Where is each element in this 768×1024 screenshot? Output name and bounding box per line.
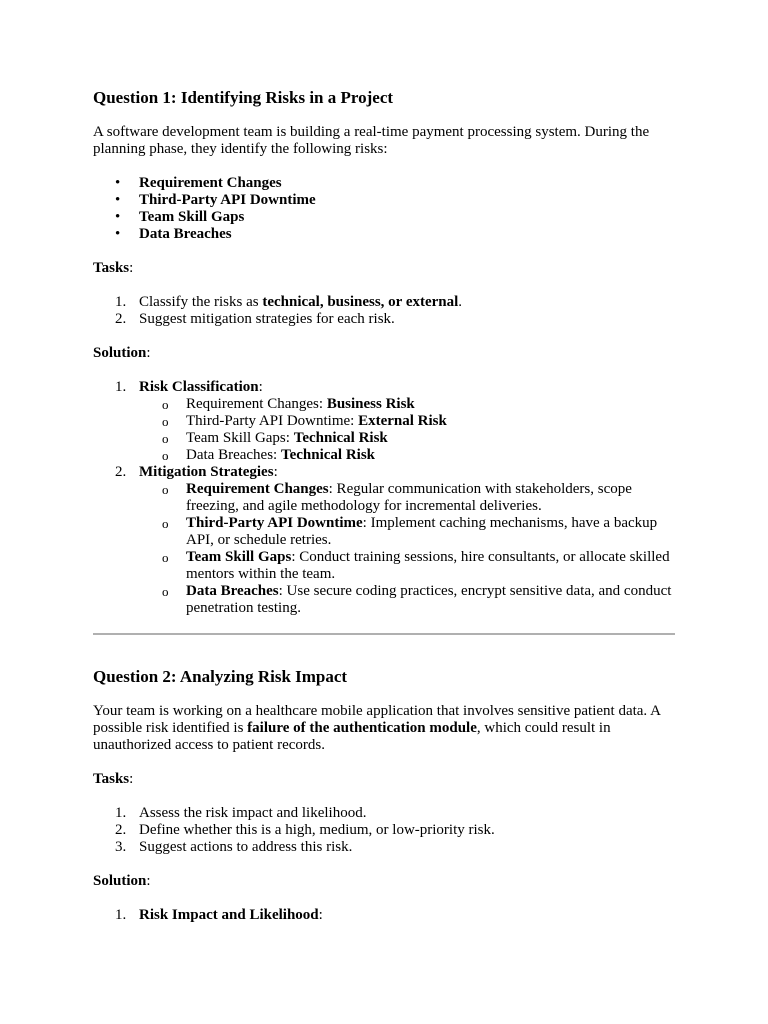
list-item: 1. Assess the risk impact and likelihood. — [115, 805, 367, 821]
list-item: o Team Skill Gaps: Conduct training sessions, hire consultants, or allocate skilled mentors within the team. — [162, 549, 670, 582]
bullet-marker: • — [115, 175, 121, 191]
question-1-title: Question 1: Identifying Risks in a Project — [93, 88, 394, 107]
classification-list — [139, 396, 678, 464]
list-item: 1. Risk Classification: o Requirement Changes: Business Risk o Third-Party API Downtime: External Risk o Team Skill Gaps: Technical Risk o Data Breaches: Technical Risk — [93, 379, 678, 464]
tasks-list — [93, 805, 678, 856]
list-item: o Requirement Changes: Regular communication with stakeholders, scope freezing, and agile methodology for incremental deliveries. — [162, 481, 632, 514]
list-item: 2. Define whether this is a high, medium, or low-priority risk. — [115, 822, 495, 838]
list-item: o Third-Party API Downtime: Implement caching mechanisms, have a backup API, or schedule retries. — [162, 515, 658, 548]
solution-heading: Solution: — [93, 345, 151, 361]
list-item: • Third-Party API Downtime — [115, 192, 316, 208]
question-2-title: Question 2: Analyzing Risk Impact — [93, 667, 348, 686]
list-item: o Third-Party API Downtime: External Risk — [162, 413, 447, 429]
bullet-marker: • — [115, 226, 121, 242]
solution-heading: Solution: — [93, 873, 151, 889]
question-1-intro: A software development team is building a real-time payment processing system. During the planning phase, they identify the following risks: — [93, 124, 650, 157]
tasks-heading: Tasks: — [93, 260, 134, 276]
list-item: o Data Breaches: Technical Risk — [162, 447, 376, 463]
mitigation-list — [139, 481, 678, 617]
list-item: 2. Mitigation Strategies: o Requirement Changes: Regular communication with stakeholders, scope freezing, and agile methodology for incremental deliveries. o Third-Party API Downtime: Implement caching mechanisms, have a backup API, or schedule retries. o Team Skill Gaps: Conduct training sessions, hire consultants, or allocate skilled mentors within the team. o Data Breaches: Use secure coding practices, encrypt sensitive data, and conduct penetration testing. — [93, 464, 678, 617]
solution-list — [93, 907, 678, 924]
list-item: o Data Breaches: Use secure coding practices, encrypt sensitive data, and conduct penetration testing. — [162, 583, 672, 616]
section-divider — [93, 633, 675, 635]
list-item: • Team Skill Gaps — [115, 209, 245, 225]
document-page — [93, 88, 678, 924]
question-2-intro: Your team is working on a healthcare mobile application that involves sensitive patient data. A possible risk identified is failure of the authentication module, which could result in unauthorized access to patient records. — [93, 703, 661, 753]
list-item: 2. Suggest mitigation strategies for each risk. — [115, 311, 395, 327]
solution-list — [93, 379, 678, 617]
bullet-marker: • — [115, 209, 121, 225]
list-item: 1. Classify the risks as technical, business, or external. — [115, 294, 463, 310]
list-item: o Team Skill Gaps: Technical Risk — [162, 430, 388, 446]
tasks-list — [93, 294, 678, 328]
tasks-heading: Tasks: — [93, 771, 134, 787]
list-item: o Requirement Changes: Business Risk — [162, 396, 415, 412]
list-item: • Data Breaches — [115, 226, 232, 242]
list-item: 3. Suggest actions to address this risk. — [115, 839, 353, 855]
list-item: • Requirement Changes — [115, 175, 282, 191]
list-item: 1. Risk Impact and Likelihood: — [115, 907, 323, 923]
risk-list — [93, 175, 678, 243]
bullet-marker: • — [115, 192, 121, 208]
